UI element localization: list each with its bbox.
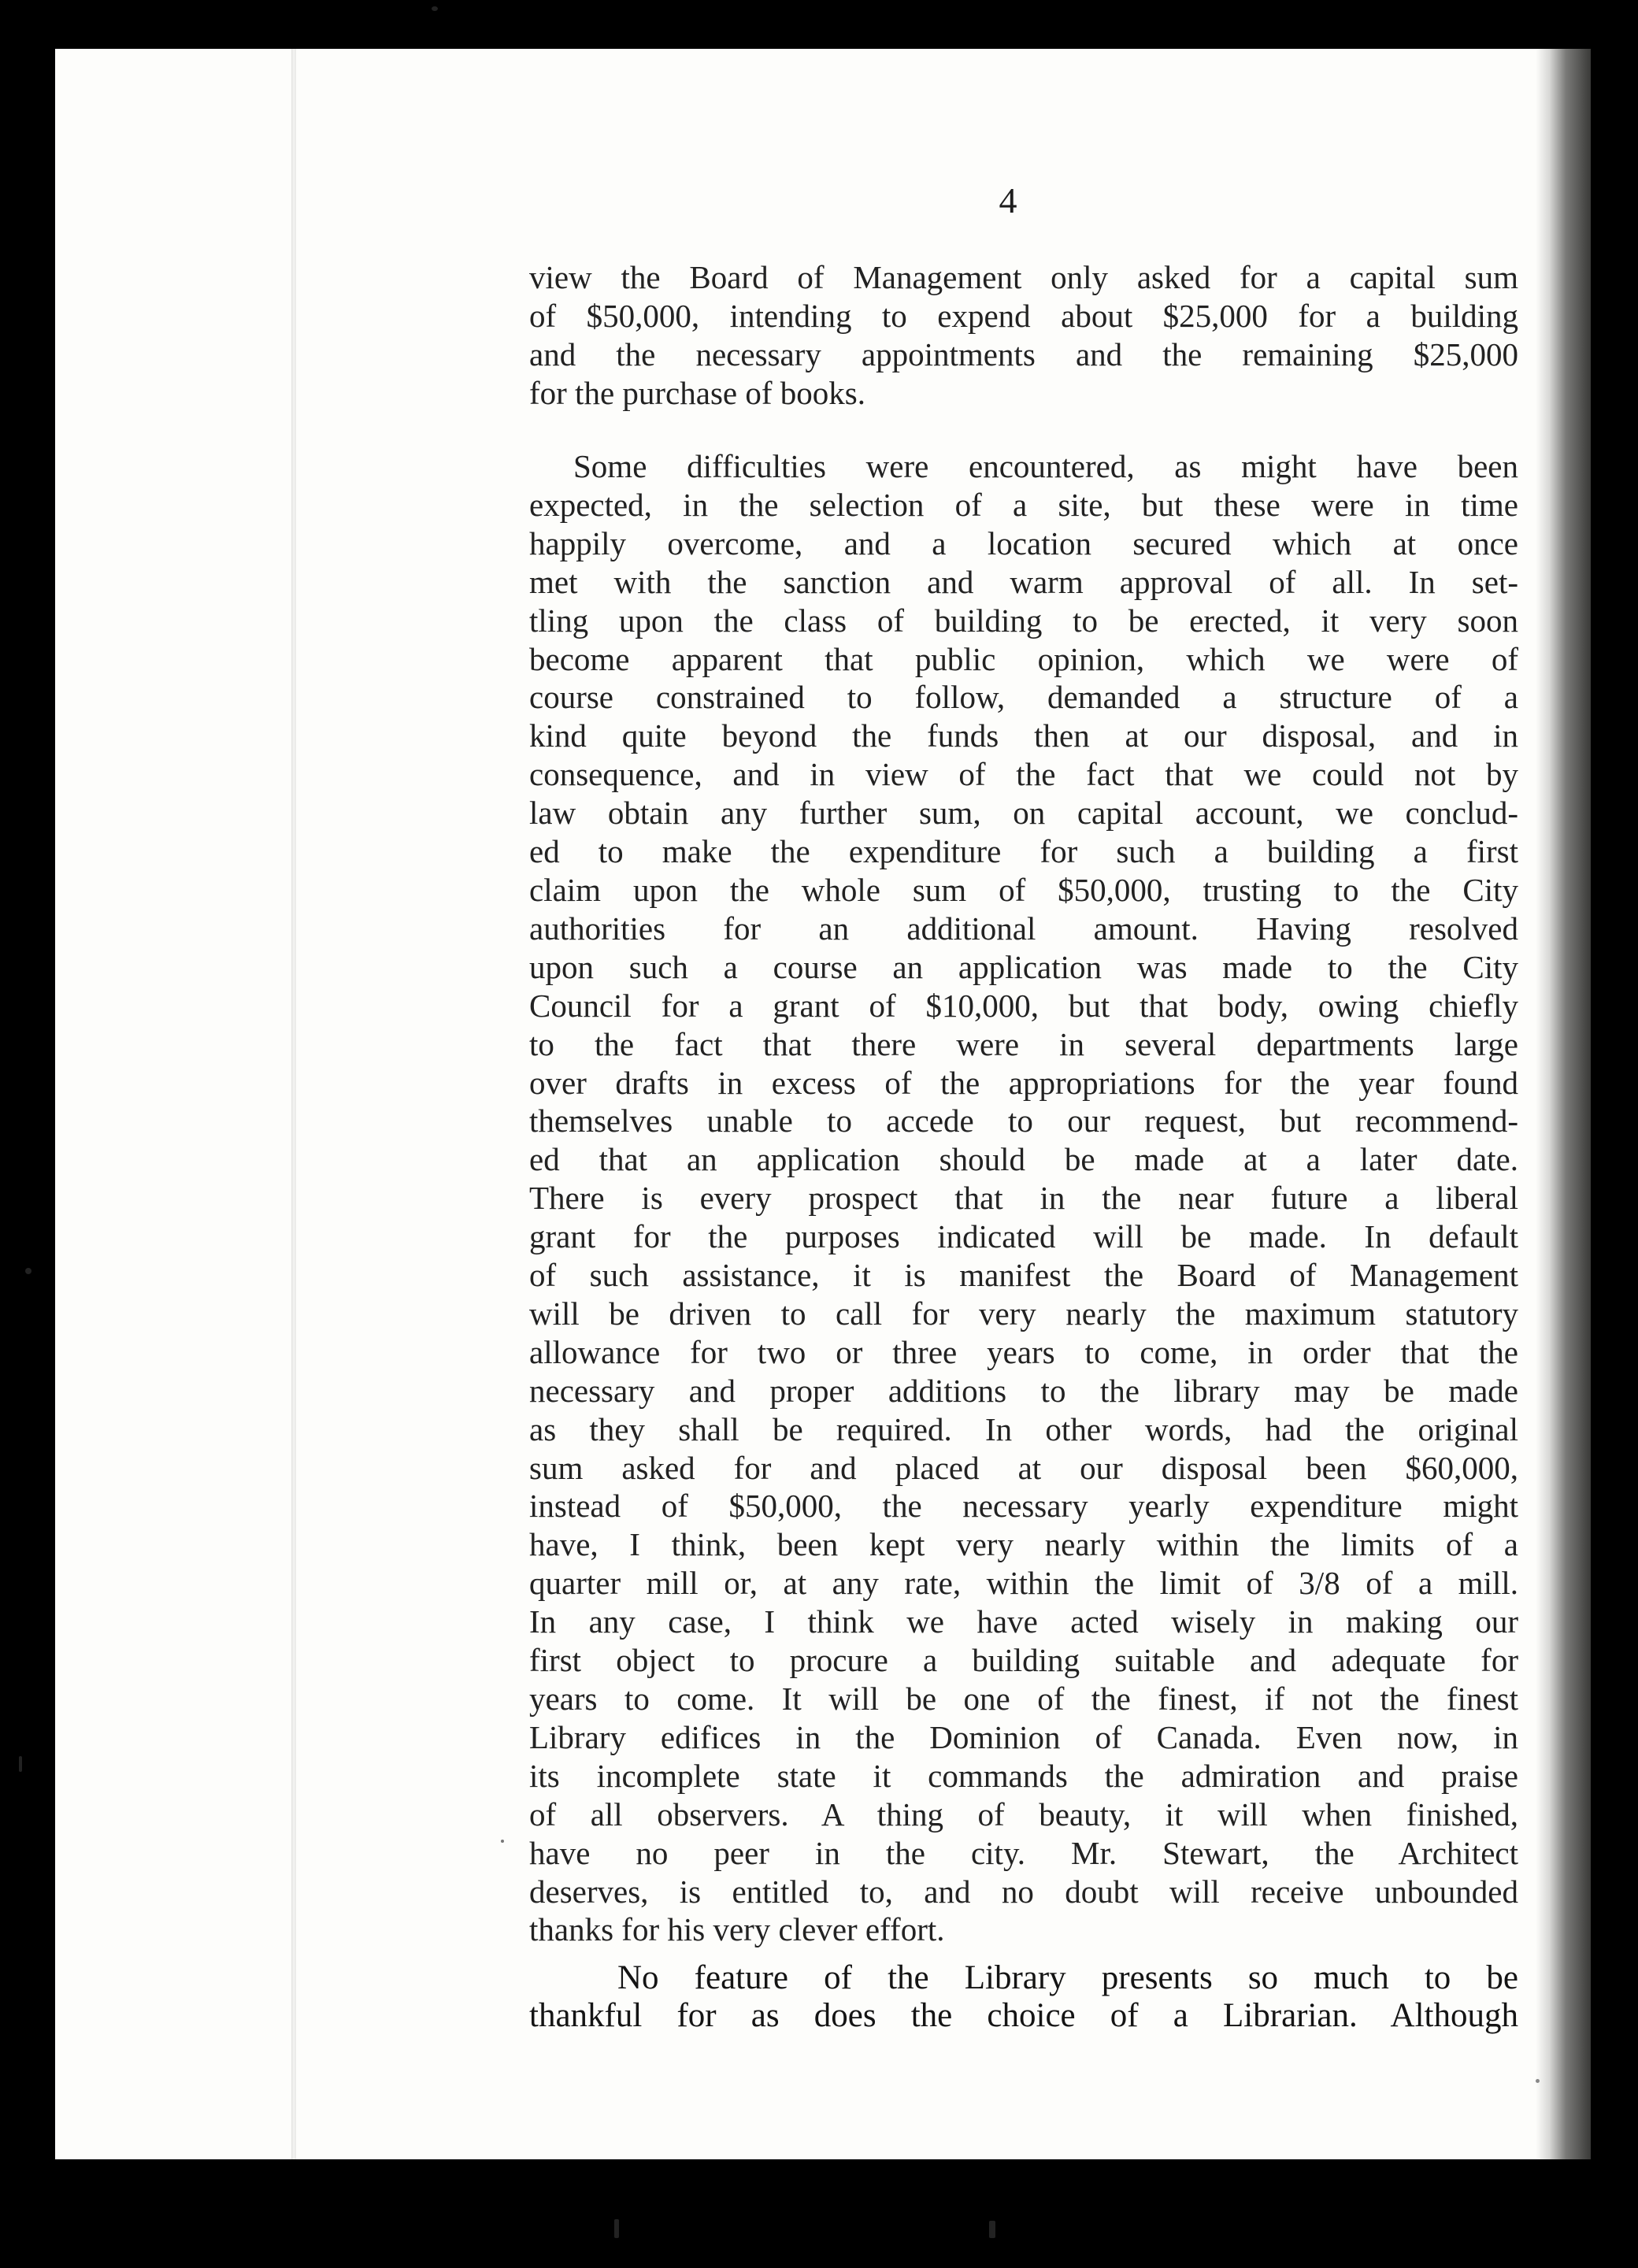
text-line: consequence, and in view of the fact that we could not by (529, 756, 1518, 793)
text-line: have, I think, been kept very nearly within the limits of a (529, 1526, 1518, 1563)
text-line: There is every prospect that in the near future a liberal (529, 1180, 1518, 1217)
text-line: years to come. It will be one of the finest, if not the finest (529, 1681, 1518, 1717)
text-line: happily overcome, and a location secured which at once (529, 524, 1518, 561)
text-line: kind quite beyond the funds then at our disposal, and in (529, 717, 1518, 754)
text-line: themselves unable to accede to our request, but recommend- (529, 1102, 1518, 1140)
text-line: have no peer in the city. Mr. Stewart, the Architect (529, 1834, 1518, 1871)
text-line: claim upon the whole sum of $50,000, trusting to the City (529, 871, 1518, 908)
text-line: as they shall be required. In other words, had the original (529, 1410, 1518, 1447)
text-line: of such assistance, it is manifest the Board of Management (529, 1257, 1518, 1294)
text-line: thanks for his very clever effort. (529, 1911, 945, 1948)
scan-speck (1536, 2079, 1540, 2083)
scan-speck (989, 2221, 995, 2238)
scan-speck (614, 2219, 619, 2238)
scan-speck (19, 1756, 22, 1772)
text-line: of all observers. A thing of beauty, it will when finished, (529, 1796, 1518, 1833)
text-line: deserves, is entitled to, and no doubt will receive unbounded (529, 1873, 1518, 1910)
text-line: become apparent that public opinion, which we were of (529, 640, 1518, 677)
scan-speck (501, 1840, 504, 1843)
text-line: tling upon the class of building to be erected, it very soon (529, 602, 1518, 639)
text-line: quarter mill or, at any rate, within the limit of 3/8 of a mill. (529, 1565, 1518, 1602)
text-line: Council for a grant of $10,000, but that body, owing chiefly (529, 987, 1518, 1024)
text-line: to the fact that there were in several departments large (529, 1025, 1518, 1062)
text-line: sum asked for and placed at our disposal been $60,000, (529, 1449, 1518, 1486)
text-line: In any case, I think we have acted wisely in making our (529, 1603, 1518, 1640)
text-line: met with the sanction and warm approval of all. In set- (529, 563, 1518, 600)
text-line: instead of $50,000, the necessary yearly expenditure might (529, 1488, 1518, 1525)
text-line: expected, in the selection of a site, but these were in time (529, 486, 1518, 523)
scan-bottom-border (0, 2159, 1638, 2268)
text-line: grant for the purposes indicated will be made. In default (529, 1218, 1518, 1255)
text-line: Library edifices in the Dominion of Canada. Even now, in (529, 1718, 1518, 1755)
page-number: 4 (999, 180, 1017, 220)
text-line: for the purchase of books. (529, 375, 865, 411)
text-line: authorities for an additional amount. Having resolved (529, 910, 1518, 947)
text-line: upon such a course an application was made to the City (529, 948, 1518, 985)
text-line: over drafts in excess of the appropriations for the year found (529, 1064, 1518, 1101)
text-line: ed to make the expenditure for such a building a first (529, 833, 1518, 870)
paragraph (529, 258, 1518, 413)
text-line: No feature of the Library presents so much to be (617, 1959, 1518, 1996)
text-line: Some difficulties were encountered, as might have been (573, 448, 1518, 484)
text-line: law obtain any further sum, on capital account, we conclud- (529, 795, 1518, 832)
text-line: ed that an application should be made at a later date. (529, 1141, 1518, 1178)
text-line: view the Board of Management only asked for a capital sum (529, 259, 1518, 295)
paragraph (529, 1959, 1518, 2035)
text-line: its incomplete state it commands the admiration and praise (529, 1757, 1518, 1794)
text-line: course constrained to follow, demanded a structure of a (529, 679, 1518, 716)
text-line: of $50,000, intending to expend about $25,000 for a building (529, 298, 1518, 334)
text-line: allowance for two or three years to come, in order that the (529, 1333, 1518, 1370)
scan-speck (25, 1268, 32, 1274)
paragraph (529, 447, 1518, 1949)
text-line: and the necessary appointments and the remaining $25,000 (529, 336, 1518, 372)
text-line: thankful for as does the choice of a Librarian. Although (529, 1997, 1518, 2034)
page-edge-shadow (1536, 49, 1591, 2159)
text-line: will be driven to call for very nearly the maximum statutory (529, 1295, 1518, 1332)
text-line: necessary and proper additions to the library may be made (529, 1372, 1518, 1409)
scan-speck (432, 6, 438, 11)
text-line: first object to procure a building suitable and adequate for (529, 1642, 1518, 1679)
binding-gutter (291, 49, 296, 2159)
